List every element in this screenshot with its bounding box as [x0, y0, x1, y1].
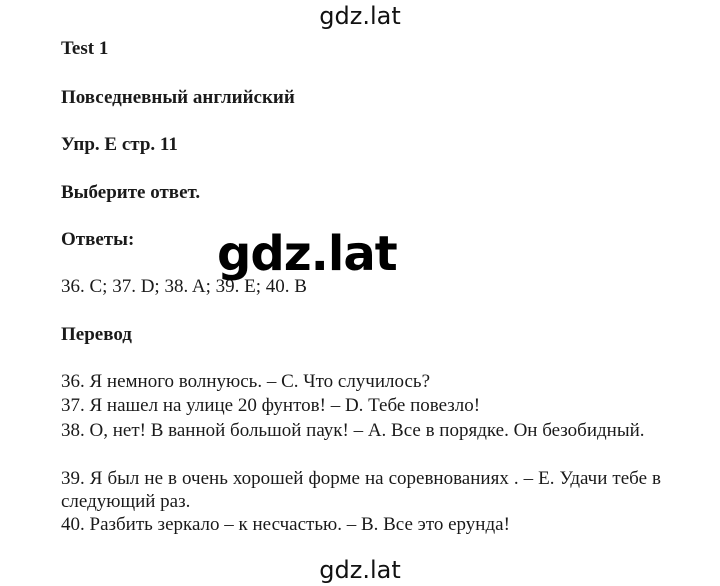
watermark-bottom: gdz.lat — [319, 556, 401, 584]
translation-line: 40. Разбить зеркало – к несчастью. – B. Все это ерунда! — [61, 514, 510, 535]
translation-line: 38. О, нет! В ванной большой паук! – А. Все в порядке. Он безобидный. — [61, 420, 645, 441]
translation-line: 36. Я немного волнуюсь. – C. Что случилось? — [61, 371, 431, 392]
translation-line: 37. Я нашел на улице 20 фунтов! – D. Тебе повезло! — [61, 395, 481, 416]
test-title: Test 1 — [61, 38, 109, 59]
watermark-center: gdz.lat — [217, 226, 397, 282]
translation-heading: Перевод — [61, 324, 132, 345]
answers-heading: Ответы: — [61, 229, 135, 250]
section-title: Повседневный английский — [61, 87, 295, 108]
answers-line: 36. C; 37. D; 38. A; 39. E; 40. B — [61, 276, 307, 297]
translation-line: 39. Я был не в очень хорошей форме на соревнованиях . – E. Удачи тебе в следующий раз. — [61, 468, 661, 512]
task-instruction: Выберите ответ. — [61, 182, 201, 203]
exercise-reference: Упр. E стр. 11 — [61, 134, 178, 155]
watermark-top: gdz.lat — [319, 2, 401, 30]
